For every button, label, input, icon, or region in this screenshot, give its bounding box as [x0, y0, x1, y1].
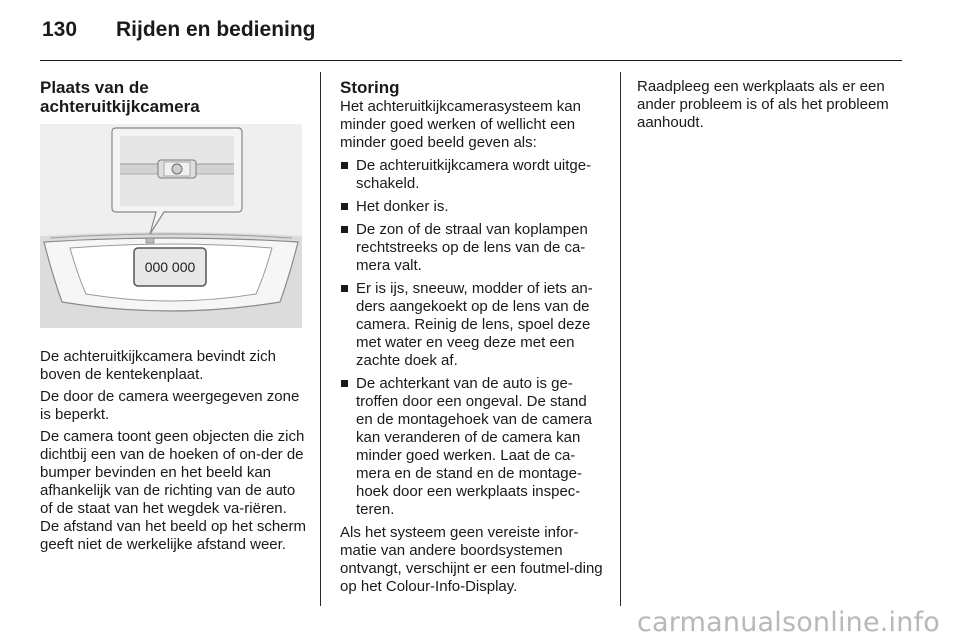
- rear-camera-illustration: [40, 124, 302, 328]
- intro-paragraph: Het achteruitkijkcamerasysteem kan minder goed werken of wellicht een minder goed beeld geven als:: [340, 98, 581, 151]
- license-plate-text: 000 000: [144, 259, 196, 275]
- list-item: De achteruitkijkcamera wordt uitge-schakeld.: [340, 157, 604, 193]
- camera-lens-icon: [172, 164, 182, 174]
- paragraph: De door de camera weergegeven zone is beperkt.: [40, 388, 300, 423]
- outro-paragraph: Als het systeem geen vereiste infor-matie van andere boordsystemen ontvangt, verschijnt er een foutmel-ding op het Colour-Info-Display.: [340, 524, 603, 595]
- page-number: 130: [42, 18, 78, 41]
- list-item: De achterkant van de auto is ge-troffen door een ongeval. De stand en de montagehoek van de camera kan veranderen of de camera kan minder goed werken. Laat de ca-mera en de stand en de montage-hoek door een werkplaats inspec-teren.: [340, 375, 604, 519]
- section-title: [40, 78, 306, 116]
- header-divider: [40, 60, 902, 61]
- section-title-line1: Plaats van de: [40, 78, 149, 97]
- list-item: Het donker is.: [340, 198, 604, 216]
- chapter-title: Rijden en bediening: [116, 18, 316, 41]
- section-title-line2: achteruitkijkcamera: [40, 97, 200, 116]
- paragraph: De camera toont geen objecten die zich dichtbij een van de hoeken of on-der de bumper bevinden en het beeld kan afhankelijk van de richting van de auto of de staat van het wegdek va-riëren. De afstand van het beeld op het scherm geeft niet de werkelijke afstand weer.: [40, 428, 307, 553]
- column-1: [40, 78, 306, 558]
- list-item: Er is ijs, sneeuw, modder of iets an-ders aangekoekt op de lens van de camera. Reinig de lens, spoel deze met water en veeg deze met een zachte doek af.: [340, 280, 604, 370]
- column-2: [340, 78, 604, 600]
- column-divider-2: [620, 72, 621, 606]
- column-divider-1: [320, 72, 321, 606]
- paragraph: De achteruitkijkcamera bevindt zich boven de kentekenplaat.: [40, 348, 276, 383]
- camera-location-figure: [40, 124, 302, 328]
- paragraph: Raadpleeg een werkplaats als er een ander probleem is of als het probleem aanhoudt.: [637, 78, 889, 131]
- column-3: [637, 78, 905, 136]
- section-heading: Storing: [340, 78, 400, 97]
- page-header: [42, 18, 316, 50]
- list-item: De zon of de straal van koplampen rechtstreeks op de lens van de ca-mera valt.: [340, 221, 604, 275]
- conditions-list: [340, 157, 604, 519]
- watermark: carmanualsonline.info: [637, 607, 940, 638]
